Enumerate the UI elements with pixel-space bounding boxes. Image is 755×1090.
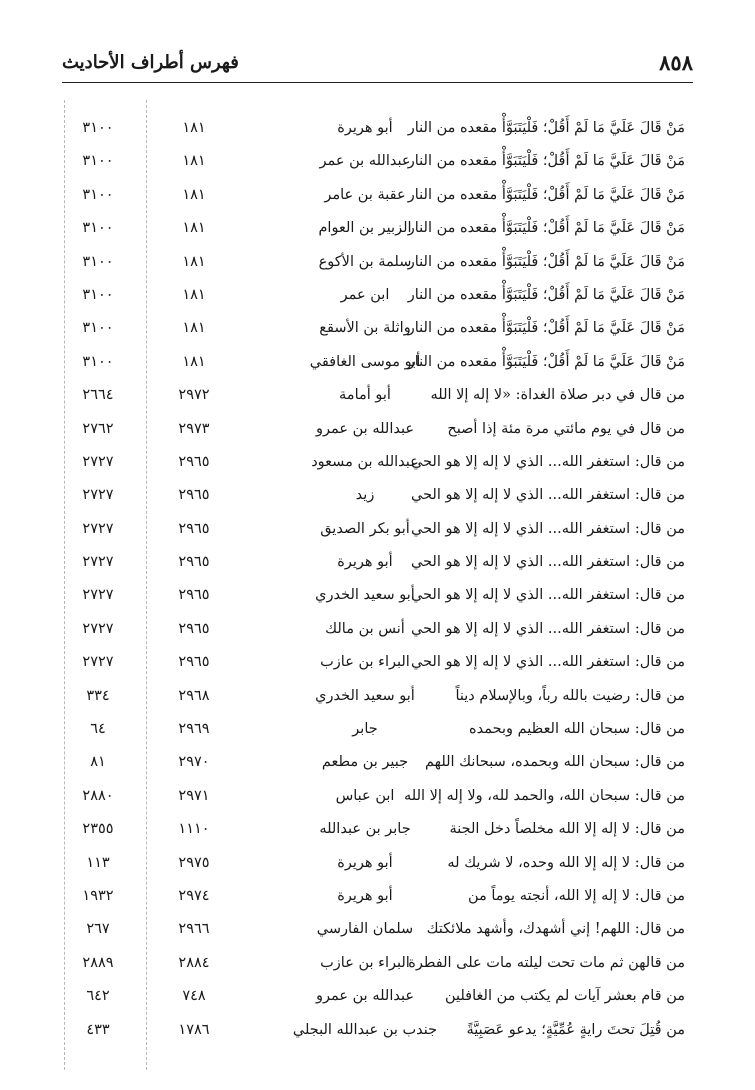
hadith-number: ١٨١ [182,253,206,270]
reference-number: ٢٧٢٧ [82,654,114,671]
narrator-name: أبو بكر الصديق [320,520,410,537]
reference-number: ٣١٠٠ [82,320,114,337]
hadith-text: من قالهن ثم مات تحت ليلته مات على الفطرة [408,954,685,971]
hadith-number: ١٨١ [182,220,206,237]
hadith-number: ٢٩٧٠ [178,754,210,771]
hadith-number: ٢٩٦٥ [178,487,210,504]
hadith-text: من قال: رضيت بالله رباً، وبالإسلام ديناً [455,687,685,704]
hadith-text: من قال: استغفر الله... الذي لا إله إلا هو الحي [410,520,685,537]
table-row [62,145,693,178]
table-row [62,546,693,579]
narrator-name: جابر [352,721,378,738]
hadith-text: من قال: استغفر الله... الذي لا إله إلا هو الحي [410,487,685,504]
narrator-name: أبو موسى الغافقي [309,353,421,370]
hadith-text: من قال: لا إله إلا الله وحده، لا شريك له [447,854,685,871]
page-number: ٨٥٨ [659,49,693,75]
narrator-name: واثلة بن الأسقع [319,320,411,337]
table-row [62,746,693,779]
hadith-number: ٢٨٨٤ [178,954,210,971]
narrator-name: عقبة بن عامر [324,186,406,203]
narrator-name: الزبير بن العوام [318,220,412,237]
hadith-number: ٢٩٦٥ [178,453,210,470]
table-row [62,579,693,612]
hadith-text: مَنْ قَالَ عَلَيَّ مَا لَمْ أَقُلْ؛ فَلْيَتَبَوَّأْ مقعده من النار [407,153,685,170]
hadith-text: من قال: سبحان الله، والحمد لله، ولا إله إلا الله [404,787,685,804]
reference-number: ٣١٠٠ [82,353,114,370]
narrator-name: سلمة بن الأكوع [318,253,412,270]
narrator-name: جندب بن عبدالله البجلي [292,1021,438,1038]
narrator-name: أبو سعيد الخدري [315,587,415,604]
reference-number: ٣١٠٠ [82,186,114,203]
table-row [62,713,693,746]
hadith-text: مَنْ قَالَ عَلَيَّ مَا لَمْ أَقُلْ؛ فَلْيَتَبَوَّأْ مقعده من النار [407,186,685,203]
table-row [62,880,693,913]
table-row [62,613,693,646]
reference-number: ٢٧٢٧ [82,453,114,470]
table-row [62,446,693,479]
table-row [62,112,693,145]
table-row [62,346,693,379]
hadith-number: ١٨١ [182,153,206,170]
hadith-number: ١٨١ [182,320,206,337]
table-row [62,279,693,312]
hadith-text: من قال: سبحان الله العظيم وبحمده [469,721,685,738]
narrator-name: البراء بن عازب [320,654,410,671]
narrator-name: عبدالله بن عمر [319,153,411,170]
reference-number: ٦٤٢ [86,988,110,1005]
table-row [62,847,693,880]
reference-number: ٣١٠٠ [82,120,114,136]
hadith-text: من قال: لا إله إلا الله مخلصاً دخل الجنة [449,821,685,838]
hadith-text: من قال في دبر صلاة الغداة: «لا إله إلا الله [430,387,685,404]
table-row [62,379,693,412]
reference-number: ٢٦٦٤ [82,387,114,404]
narrator-name: عبدالله بن عمرو [316,420,414,437]
narrator-name: أبو هريرة [337,854,393,871]
hadith-text: مَنْ قَالَ عَلَيَّ مَا لَمْ أَقُلْ؛ فَلْيَتَبَوَّأْ مقعده من النار [407,253,685,270]
table-row [62,1014,693,1047]
table-row [62,680,693,713]
hadith-number: ٢٩٦٥ [178,520,210,537]
narrator-name: البراء بن عازب [320,954,410,971]
reference-number: ٢٧٦٢ [82,420,114,437]
hadith-number: ٢٩٦٥ [178,554,210,571]
page-header [62,42,693,83]
hadith-text: من قال: استغفر الله... الذي لا إله إلا هو الحي [410,587,685,604]
hadith-text: من قال: سبحان الله وبحمده، سبحانك اللهم [424,754,685,771]
hadith-text: مَنْ قَالَ عَلَيَّ مَا لَمْ أَقُلْ؛ فَلْيَتَبَوَّأْ مقعده من النار [407,353,685,370]
narrator-name: أنس بن مالك [325,620,405,637]
hadith-number: ١٨١ [182,120,206,136]
hadith-number: ٢٩٧٣ [178,420,210,437]
narrator-name: ابن عمر [340,286,390,303]
hadith-text: من قال: استغفر الله... الذي لا إله إلا هو الحي [410,554,685,571]
hadith-number: ١٨١ [182,186,206,203]
hadith-text: من قام بعشر آيات لم يكتب من الغافلين [444,988,685,1005]
hadith-text: من قال في يوم مائتي مرة مئة إذا أصبح [447,420,685,437]
hadith-number: ١١١٠ [178,821,210,838]
hadith-number: ٢٩٦٩ [178,721,210,738]
narrator-name: زيد [355,487,375,504]
hadith-number: ٢٩٧٤ [178,887,210,904]
reference-number: ٢٧٢٧ [82,487,114,504]
table-row [62,246,693,279]
reference-number: ٣١٠٠ [82,286,114,303]
narrator-name: جبير بن مطعم [321,754,409,771]
reference-number: ٤٣٣ [86,1021,110,1038]
narrator-name: عبدالله بن مسعود [311,453,419,470]
narrator-name: عبدالله بن عمرو [316,988,414,1005]
narrator-name: أبو هريرة [337,887,393,904]
table-row [62,980,693,1013]
hadith-number: ٢٩٦٨ [178,687,210,704]
index-table [62,112,693,1047]
reference-number: ١١٣ [86,854,110,871]
hadith-text: مَنْ قَالَ عَلَيَّ مَا لَمْ أَقُلْ؛ فَلْيَتَبَوَّأْ مقعده من النار [407,120,685,136]
table-row [62,947,693,980]
narrator-name: أبو هريرة [337,554,393,571]
narrator-name: أبو أمامة [339,387,391,404]
hadith-text: من قُتِلَ تحتَ رايةٍ عُمِّيَّةٍ؛ يدعو عَصَبِيَّةً [466,1021,685,1038]
narrator-name: أبو هريرة [337,120,393,136]
hadith-text: من قال: استغفر الله... الذي لا إله إلا هو الحي [410,620,685,637]
hadith-number: ٢٩٦٥ [178,654,210,671]
reference-number: ٢٦٧ [86,921,110,938]
table-row [62,312,693,345]
table-row [62,913,693,946]
reference-number: ٢٧٢٧ [82,620,114,637]
hadith-number: ٢٩٧٥ [178,854,210,871]
reference-number: ٨١ [90,754,106,771]
table-row [62,179,693,212]
hadith-text: مَنْ قَالَ عَلَيَّ مَا لَمْ أَقُلْ؛ فَلْيَتَبَوَّأْ مقعده من النار [407,220,685,237]
table-row [62,513,693,546]
hadith-text: من قال: اللهم! إني أشهدك، وأشهد ملائكتك [426,921,685,938]
table-row [62,646,693,679]
hadith-text: من قال: استغفر الله... الذي لا إله إلا هو الحي [410,453,685,470]
reference-number: ٣١٠٠ [82,220,114,237]
hadith-text: من قال: لا إله إلا الله، أنجته يوماً من [467,887,685,904]
reference-number: ٢٨٨٩ [82,954,114,971]
reference-number: ١٩٣٢ [82,887,114,904]
hadith-number: ٢٩٧٢ [178,387,210,404]
reference-number: ٣١٠٠ [82,153,114,170]
reference-number: ٢٨٨٠ [82,787,114,804]
table-row [62,479,693,512]
reference-number: ٢٧٢٧ [82,520,114,537]
reference-number: ٣١٠٠ [82,253,114,270]
hadith-number: ٢٩٦٥ [178,620,210,637]
hadith-text: مَنْ قَالَ عَلَيَّ مَا لَمْ أَقُلْ؛ فَلْيَتَبَوَّأْ مقعده من النار [407,320,685,337]
narrator-name: ابن عباس [335,787,395,804]
reference-number: ٢٧٢٧ [82,554,114,571]
hadith-number: ١٧٨٦ [178,1021,210,1038]
hadith-text: مَنْ قَالَ عَلَيَّ مَا لَمْ أَقُلْ؛ فَلْيَتَبَوَّأْ مقعده من النار [407,286,685,303]
hadith-number: ١٨١ [182,286,206,303]
table-row [62,813,693,846]
hadith-number: ١٨١ [182,353,206,370]
narrator-name: سلمان الفارسي [316,921,414,938]
hadith-number: ٢٩٧١ [178,787,210,804]
hadith-number: ٧٤٨ [182,988,206,1005]
hadith-number: ٢٩٦٦ [178,921,210,938]
narrator-name: جابر بن عبدالله [319,821,411,838]
narrator-name: أبو سعيد الخدري [315,687,415,704]
table-row [62,212,693,245]
hadith-text: من قال: استغفر الله... الذي لا إله إلا هو الحي [410,654,685,671]
reference-number: ٢٧٢٧ [82,587,114,604]
reference-number: ٣٣٤ [86,687,110,704]
reference-number: ٦٤ [90,721,106,738]
table-row [62,413,693,446]
page-title: فهرس أطراف الأحاديث [62,51,239,73]
hadith-number: ٢٩٦٥ [178,587,210,604]
table-row [62,780,693,813]
reference-number: ٢٣٥٥ [82,821,114,838]
